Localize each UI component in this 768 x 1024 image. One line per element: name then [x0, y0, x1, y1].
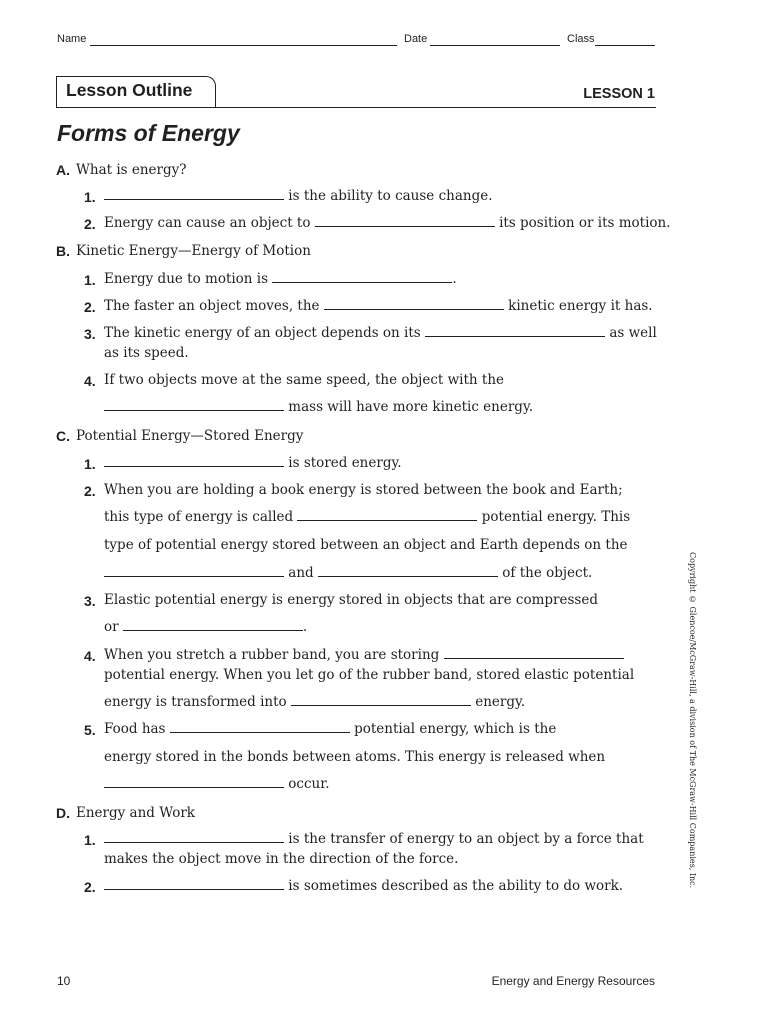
list-item: If two objects move at the same speed, the object with the: [104, 372, 505, 388]
list-item: When you are holding a book energy is stored between the book and Earth;: [104, 482, 623, 498]
answer-blank[interactable]: [104, 774, 284, 788]
answer-blank[interactable]: [324, 296, 504, 310]
item-number: 4.: [84, 373, 96, 389]
section-b-letter: B.: [56, 243, 70, 259]
list-item: is stored energy.: [104, 453, 402, 473]
page-number: 10: [57, 974, 71, 988]
book-title: Energy and Energy Resources: [491, 974, 655, 988]
header-rule: [56, 107, 656, 108]
class-label: Class: [567, 33, 595, 45]
answer-blank[interactable]: [444, 645, 624, 659]
list-item-continuation: energy is transformed into energy.: [104, 694, 526, 710]
section-d-heading: Energy and Work: [76, 805, 195, 821]
answer-blank[interactable]: [104, 563, 284, 577]
item-number: 1.: [84, 189, 96, 205]
name-label: Name: [57, 33, 87, 45]
answer-blank[interactable]: [104, 876, 284, 890]
section-b-heading: Kinetic Energy—Energy of Motion: [76, 243, 311, 259]
answer-blank[interactable]: [104, 453, 284, 467]
answer-blank[interactable]: [318, 563, 498, 577]
lesson-number: LESSON 1: [583, 86, 655, 102]
lesson-outline-label: Lesson Outline: [66, 80, 193, 100]
list-item-continuation: mass will have more kinetic energy.: [104, 397, 533, 417]
item-number: 2.: [84, 879, 96, 895]
list-item: The kinetic energy of an object depends on its as well as its speed.: [104, 325, 657, 361]
list-item-continuation: or .: [104, 619, 308, 635]
class-field[interactable]: [595, 45, 655, 46]
item-number: 1.: [84, 456, 96, 472]
answer-blank[interactable]: [291, 692, 471, 706]
section-a-letter: A.: [56, 162, 70, 178]
item-number: 1.: [84, 832, 96, 848]
answer-blank[interactable]: [170, 719, 350, 733]
item-number: 2.: [84, 483, 96, 499]
item-number: 2.: [84, 299, 96, 315]
section-c-heading: Potential Energy—Stored Energy: [76, 428, 304, 444]
list-item: is the transfer of energy to an object by a force that makes the object move in the direction of the force.: [104, 831, 644, 867]
item-number: 2.: [84, 216, 96, 232]
item-number: 1.: [84, 272, 96, 288]
list-item-continuation: energy stored in the bonds between atoms. This energy is released when: [104, 749, 606, 765]
list-item: When you stretch a rubber band, you are storing potential energy. When you let go of the rubber band, stored elastic potential: [104, 647, 635, 683]
item-number: 3.: [84, 593, 96, 609]
list-item: Energy due to motion is .: [104, 271, 457, 287]
answer-blank[interactable]: [297, 507, 477, 521]
item-number: 3.: [84, 326, 96, 342]
section-c-letter: C.: [56, 428, 70, 444]
date-field[interactable]: [430, 45, 560, 46]
name-field[interactable]: [90, 45, 397, 46]
answer-blank[interactable]: [104, 397, 284, 411]
answer-blank[interactable]: [104, 186, 284, 200]
list-item-continuation: this type of energy is called potential energy. This: [104, 509, 631, 525]
list-item: The faster an object moves, the kinetic energy it has.: [104, 298, 653, 314]
item-number: 5.: [84, 722, 96, 738]
answer-blank[interactable]: [104, 829, 284, 843]
list-item-continuation: and of the object.: [104, 563, 592, 583]
list-item: Energy can cause an object to its position or its motion.: [104, 215, 671, 231]
list-item-continuation: type of potential energy stored between an object and Earth depends on the: [104, 537, 628, 553]
copyright-notice: Copyright © Glencoe/McGraw-Hill, a division of The McGraw-Hill Companies, Inc.: [688, 552, 697, 889]
answer-blank[interactable]: [272, 269, 452, 283]
list-item: is the ability to cause change.: [104, 186, 493, 206]
section-a-heading: What is energy?: [76, 162, 187, 178]
answer-blank[interactable]: [425, 323, 605, 337]
answer-blank[interactable]: [123, 617, 303, 631]
list-item-continuation: occur.: [104, 774, 330, 794]
page-title: Forms of Energy: [57, 120, 240, 146]
date-label: Date: [404, 33, 428, 45]
list-item: Food has potential energy, which is the: [104, 721, 557, 737]
list-item: is sometimes described as the ability to do work.: [104, 876, 623, 896]
answer-blank[interactable]: [315, 213, 495, 227]
list-item: Elastic potential energy is energy stored in objects that are compressed: [104, 592, 598, 608]
section-d-letter: D.: [56, 805, 70, 821]
item-number: 4.: [84, 648, 96, 664]
